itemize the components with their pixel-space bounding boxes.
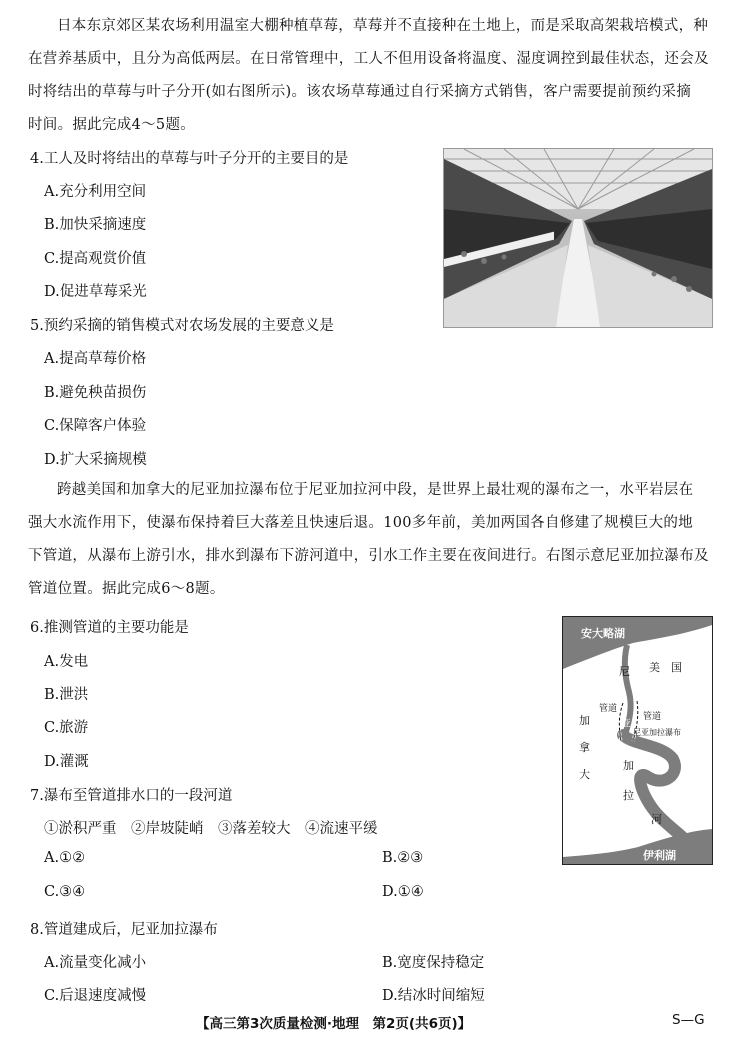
map-label-river-2: 亚 [621, 719, 631, 730]
map-label-canada-2: 拿 [579, 741, 590, 754]
question-8-option-b[interactable]: B.宽度保持稳定 [382, 955, 485, 971]
question-5-option-d[interactable]: D.扩大采摘规模 [44, 452, 147, 468]
intro-line: 管道位置。据此完成6～8题。 [28, 581, 225, 597]
question-6-stem: 6.推测管道的主要功能是 [30, 620, 189, 636]
intro-line: 时将结出的草莓与叶子分开(如右图所示)。该农场草莓通过自行采摘方式销售，客户需要提前预约采摘 [28, 84, 692, 100]
greenhouse-illustration [444, 149, 712, 327]
question-4-option-a[interactable]: A.充分利用空间 [44, 184, 147, 200]
map-label-river-5: 河 [651, 813, 662, 826]
map-label-lake-ontario: 安大略湖 [581, 627, 625, 640]
map-label-lake-erie: 伊利湖 [643, 849, 676, 862]
intro-line: 日本东京郊区某农场利用温室大棚种植草莓，草莓并不直接种在土地上，而是采取高架栽培模式，种 [57, 18, 709, 34]
question-8-option-a[interactable]: A.流量变化减小 [44, 955, 147, 971]
question-7-stem: 7.瀑布至管道排水口的一段河道 [30, 788, 233, 804]
question-8-option-d[interactable]: D.结冰时间缩短 [382, 988, 485, 1004]
question-8-stem: 8.管道建成后，尼亚加拉瀑布 [30, 922, 218, 938]
intro-line: 在营养基质中，且分为高低两层。在日常管理中，工人不但用设备将温度、湿度调控到最佳状态，还会及 [28, 51, 709, 67]
map-label-pipe-left: 管道 [599, 704, 618, 714]
question-7-option-b[interactable]: B.②③ [382, 850, 424, 866]
question-6-option-d[interactable]: D.灌溉 [44, 754, 89, 770]
question-7-items: ①淤积严重 ②岸坡陡峭 ③落差较大 ④流速平缓 [44, 821, 378, 837]
question-6-option-b[interactable]: B.泄洪 [44, 687, 89, 703]
niagara-falls-map [562, 616, 713, 865]
question-5-option-b[interactable]: B.避免秧苗损伤 [44, 385, 147, 401]
question-7-option-c[interactable]: C.③④ [44, 884, 86, 900]
question-4-option-c[interactable]: C.提高观赏价值 [44, 251, 147, 267]
intro-line: 跨越美国和加拿大的尼亚加拉瀑布位于尼亚加拉河中段，是世界上最壮观的瀑布之一，水平岩层在 [57, 482, 694, 498]
question-4-option-b[interactable]: B.加快采摘速度 [44, 217, 147, 233]
map-label-river-4: 拉 [623, 789, 634, 802]
intro-line: 下管道，从瀑布上游引水，排水到瀑布下游河道中，引水工作主要在夜间进行。右图示意尼亚加拉瀑布及 [28, 548, 709, 564]
map-label-usa: 美 国 [649, 661, 682, 674]
map-label-canada-1: 加 [579, 714, 590, 727]
footer-page-info: 【高三第3次质量检测·地理 第2页(共6页)】 [196, 1016, 472, 1032]
footer-code: S—G [672, 1012, 705, 1028]
intro-paragraph-2 [28, 474, 718, 606]
map-label-pipe-right: 管道 [643, 712, 662, 722]
question-4-stem: 4.工人及时将结出的草莓与叶子分开的主要目的是 [30, 151, 349, 167]
map-label-canada-3: 大 [579, 768, 590, 781]
intro-paragraph-1 [28, 10, 718, 142]
map-label-river-3: 加 [623, 759, 634, 772]
question-8-option-c[interactable]: C.后退速度减慢 [44, 988, 147, 1004]
map-label-river-1: 尼 [619, 665, 630, 678]
question-7-option-d[interactable]: D.①④ [382, 884, 424, 900]
intro-line: 时间。据此完成4～5题。 [28, 117, 196, 133]
question-5-option-c[interactable]: C.保障客户体验 [44, 418, 147, 434]
question-4-option-d[interactable]: D.促进草莓采光 [44, 284, 147, 300]
question-7-option-a[interactable]: A.①② [44, 850, 86, 866]
question-6-option-c[interactable]: C.旅游 [44, 720, 89, 736]
question-5-option-a[interactable]: A.提高草莓价格 [44, 351, 147, 367]
question-5-stem: 5.预约采摘的销售模式对农场发展的主要意义是 [30, 318, 334, 334]
intro-line: 强大水流作用下，使瀑布保持着巨大落差且快速后退。100多年前，美加两国各自修建了规模巨大的地 [28, 515, 693, 531]
question-6-option-a[interactable]: A.发电 [44, 654, 89, 670]
map-label-falls: 尼亚加拉瀑布 [633, 728, 681, 737]
greenhouse-strawberry-photo [443, 148, 713, 328]
